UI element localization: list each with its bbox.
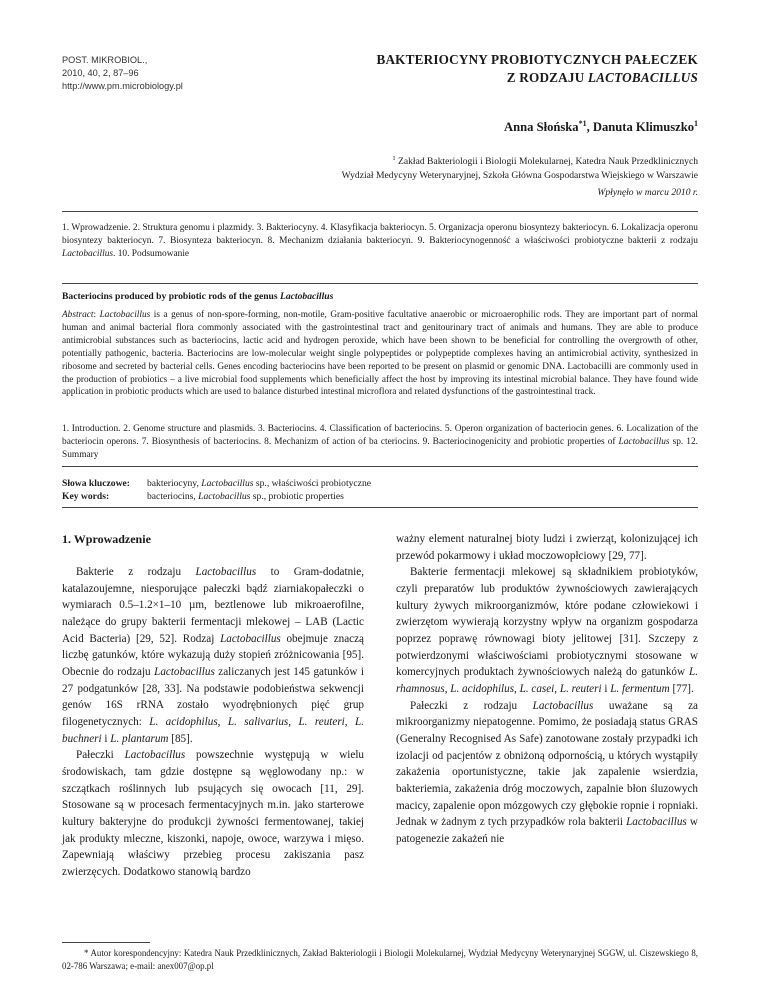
keywords xyxy=(62,477,698,503)
text-run: to Gram-dodatnie, katalazoujemne, niesporujące pałeczki bądź ziarniakopałeczki o wymiarach 0.5–1.2×1–10 µm, beztlenowe lub mikroaerofilne, należące do grupy bakterii fermentacji mlekowej – LAB (Lactic Acid Bacteria) [29, 52]. Rodzaj xyxy=(62,566,364,645)
contents-english xyxy=(62,423,698,462)
text-run: , xyxy=(444,682,451,695)
species-name: L. rhamnosus xyxy=(396,666,698,695)
text-run: , xyxy=(344,715,355,728)
contents-polish-genus: Lactobacillus xyxy=(62,249,114,259)
paragraph-4 xyxy=(396,698,698,848)
journal-name: POST. MIKROBIOL., xyxy=(62,55,148,65)
species-name: L. fermentum xyxy=(610,682,670,695)
keywords-english-genus: Lactobacillus xyxy=(198,491,251,502)
species-name: L. reuteri xyxy=(559,682,602,695)
english-title-genus: Lactobacillus xyxy=(280,291,334,302)
genus-name: Lactobacillus xyxy=(532,699,594,712)
genus-name: Lactobacillus xyxy=(195,566,257,578)
text-run: Bakterie z rodzaju xyxy=(76,566,196,578)
text-run: powszechnie występują w wielu środowiskach, tam gdzie dostępne są węglowodany np.: w szczątkach roślinnych lub psujących się owocach [11, 29]. Stosowane są w procesach fermentacyjnych m.in. jako starterowe kultury bakteryjne do produkcji żywności fermentowanej, takiej jak produkty mleczne, kiszonki, napoje, owoce, warzywa i mięso. Zapewniają właściwy przebieg procesu zakiszania pasz zwierzęcych. Dodatkowo stanowią bardzo xyxy=(62,749,364,878)
text-run: Pałeczki xyxy=(76,749,125,762)
text-run: zaliczanych jest 145 gatunków i 27 podgatunków [28, 33]. Na podstawie podobieństwa sekwencji genów 16S rRNA zostało wyodrębnionych pięć grup filogenetycznych: xyxy=(62,665,364,728)
paragraph-1 xyxy=(62,564,364,747)
title-genus: LACTOBACILLUS xyxy=(587,70,698,85)
affiliation-line-1 xyxy=(200,152,698,169)
keywords-polish-post: sp., właściwości probiotyczne xyxy=(253,478,371,489)
abstract xyxy=(62,309,698,399)
text-run: uważane są za mikroorganizmy niepatogenne. Pomimo, że posiadają status GRAS (Generalny Recognised As Safe) zanotowane zostały przypadki ich izolacji od pacjentów z obniżoną odpornością, u których wystąpiły zakażenia oportunistyczne, takie jak zapalenie wsierdzia, bakteriemia, zakażenia dróg moczowych, zapalnie błon śluzowych macicy, zapalenie opon mózgowych czy głębokie ropnie i ropniaki. Jednak w żadnym z tych przypadków rola bakterii xyxy=(396,699,698,829)
abstract-colon: : xyxy=(93,310,100,320)
title-line-1: BAKTERIOCYNY PROBIOTYCZNYCH PAŁECZEK xyxy=(376,52,698,67)
keywords-english-label: Key words: xyxy=(62,491,110,502)
title-line-2 xyxy=(280,69,698,87)
divider-mid xyxy=(62,283,698,284)
keywords-polish xyxy=(62,477,698,490)
author-2: Danuta Klimuszko xyxy=(592,120,694,135)
title-line-2-prefix: Z RODZAJU xyxy=(506,70,588,85)
english-title xyxy=(62,291,698,302)
divider-top xyxy=(62,211,698,212)
genus-name: Lactobacillus xyxy=(220,632,281,645)
contents-polish xyxy=(62,222,698,261)
species-name: L. salivarius xyxy=(227,715,289,728)
keywords-english xyxy=(62,490,698,503)
journal-volume: 2010, 40, 2, 87–96 xyxy=(62,68,139,78)
species-name: L. acidophilus xyxy=(450,682,515,695)
paragraph-2-continued: ważny element naturalnej bioty ludzi i zwierząt, kolonizującej ich przewód pokarmowy i układ moczowopłciowy [29, 77]. xyxy=(396,533,698,562)
text-run: [85]. xyxy=(168,732,193,745)
affiliation xyxy=(200,152,698,183)
text-run: obejmuje znaczą liczbę gatunków, które wykazują duży stopień zróżnicowania [95]. Obecnie do rodzaju xyxy=(62,632,364,678)
journal-url[interactable]: http://www.pm.microbiology.pl xyxy=(62,81,183,91)
authors xyxy=(300,119,698,135)
text-run: , xyxy=(514,682,520,695)
text-run: Pałeczki z rodzaju xyxy=(410,699,533,712)
keywords-english-pre: bacteriocins, xyxy=(147,491,199,502)
divider-body xyxy=(62,507,698,508)
text-run: i xyxy=(601,682,611,695)
author-separator: , xyxy=(586,120,593,135)
keywords-english-post: sp., probiotic properties xyxy=(250,491,344,502)
keywords-polish-genus: Lactobacillus xyxy=(201,478,254,489)
author-2-marker: 1 xyxy=(694,119,698,128)
text-run: , xyxy=(288,715,299,728)
contents-english-text: 1. Introduction. 2. Genome structure and plasmids. 3. Bacteriocins. 4. Classification of bacteriocins. 5. Operon organization of bacteriocin genes. 6. Localization of the bacteriocin operons. 7. Biosynthesis of bacteriocins. 8. Mechanizm of action of ba cteriocins. 9. Bacteriocinogenicity and probiotic properties of xyxy=(62,424,698,447)
article-title xyxy=(280,51,698,87)
species-name: L. buchneri xyxy=(62,715,364,745)
genus-name: Lactobacillus xyxy=(124,749,186,762)
text-run: i xyxy=(101,732,111,745)
abstract-genus: Lactobacillus xyxy=(99,310,151,320)
affiliation-line-2: Wydział Medycyny Weterynaryjnej, Szkoła Główna Gospodarstwa Wiejskiego w Warszawie xyxy=(341,170,698,182)
received-date: Wpłynęło w marcu 2010 r. xyxy=(597,187,698,198)
footnote-divider xyxy=(62,942,150,943)
english-title-text: Bacteriocins produced by probiotic rods of the genus xyxy=(62,291,281,302)
affiliation-marker: 1 xyxy=(392,155,396,162)
text-run: [77]. xyxy=(669,682,694,695)
body-column-right xyxy=(396,531,698,847)
section-heading-introduction: 1. Wprowadzenie xyxy=(62,532,151,546)
species-name: L. acidophilus xyxy=(149,715,218,728)
keywords-polish-label: Słowa kluczowe: xyxy=(62,478,130,489)
text-run: , xyxy=(554,682,560,695)
contents-polish-end: . 10. Podsumowanie xyxy=(113,249,190,259)
species-name: L. reuteri xyxy=(298,715,345,728)
species-name: L. casei xyxy=(519,682,555,695)
author-1-marker: *1 xyxy=(578,119,587,128)
contents-english-end: sp. 12. Summary xyxy=(62,437,698,460)
text-run: w patogenezie zakażeń nie xyxy=(396,816,698,845)
author-1: Anna Słońska xyxy=(504,120,579,135)
contents-polish-text: 1. Wprowadzenie. 2. Struktura genomu i plazmidy. 3. Bakteriocyny. 4. Klasyfikacja bakteriocyn. 5. Organizacja operonu biosyntezy bakteriocyn. 6. Lokalizacja operonu biosyntezy bakteriocyn. 7. Biosynteza bakteriocyn. 8. Mechanizm działania bakteriocyn. 9. Bakteriocynogenność a właściwości probiotyczne bakterii z rodzaju xyxy=(62,223,698,246)
abstract-text: is a genus of non-spore-forming, non-motile, Gram-positive facultative anaerobic or microaerophilic rods. They are important part of normal human and animal bacterial flora commonly associated with the gastrointestinal tract and genitourinary tract of animals and humans. They are able to produce antimicrobial substances such as bacteriocins, lactic acid and hydrogen peroxide, which have been shown to be beneficial for controlling the overgrowth of other, potentially pathogenic, bacteria. Bacteriocins are low-molecular weight single polypeptides or polypeptide complexes having an antimicrobial activity, synthesized in ribosome and secreted by bacterial cells. Genes encoding bacteriocins have been reported to be present on plasmid or genomic DNA. Lactobacilli are commonly used in the production of probiotics – a live microbial food supplements which beneficially affect the host by improving its intestinal microbial balance. They have found wide application in probiotic products which are used to balance disturbed intestinal microflora and related dysfunctions of the gastrointestinal track. xyxy=(62,310,698,398)
species-name: L. plantarum xyxy=(110,732,169,745)
contents-english-genus: Lactobacillus xyxy=(618,437,670,447)
affiliation-text-1: Zakład Bakteriologii i Biologii Molekularnej, Katedra Nauk Przedklinicznych xyxy=(395,156,698,168)
paragraph-2 xyxy=(62,747,364,880)
corresponding-author-footnote: * Autor korespondencyjny: Katedra Nauk Przedklinicznych, Zakład Bakteriologii i Biologii Molekularnej, Wydział Medycyny Weterynaryjnej SGGW, ul. Ciszewskiego 8, 02-786 Warszawa; e-mail: anex007@op.pl xyxy=(62,948,698,971)
keywords-polish-pre: bakteriocyny, xyxy=(147,478,202,489)
divider-keywords xyxy=(62,466,698,467)
paragraph-3 xyxy=(396,564,698,697)
text-run: , xyxy=(217,715,228,728)
genus-name: Lactobacillus xyxy=(154,665,215,678)
text-run: Bakterie fermentacji mlekowej są składnikiem probiotyków, czyli preparatów lub produktów żywnościowych zawierających kultury żywych mikroorganizmów, które podane człowiekowi i zwierzętom wywierają korzystny wpływ na organizm gospodarza poprzez poprawę równowagi bioty jelitowej [31]. Szczepy z potwierdzonymi właściwościami probiotycznymi stosowane w komercyjnych produktach żywnościowych należą do gatunków xyxy=(396,566,698,679)
abstract-label: Abstract xyxy=(62,310,94,320)
keywords-polish-values xyxy=(147,477,371,490)
journal-citation xyxy=(62,54,282,93)
keywords-english-values xyxy=(147,490,344,503)
genus-name: Lactobacillus xyxy=(626,816,687,829)
body-column-left xyxy=(62,564,364,880)
